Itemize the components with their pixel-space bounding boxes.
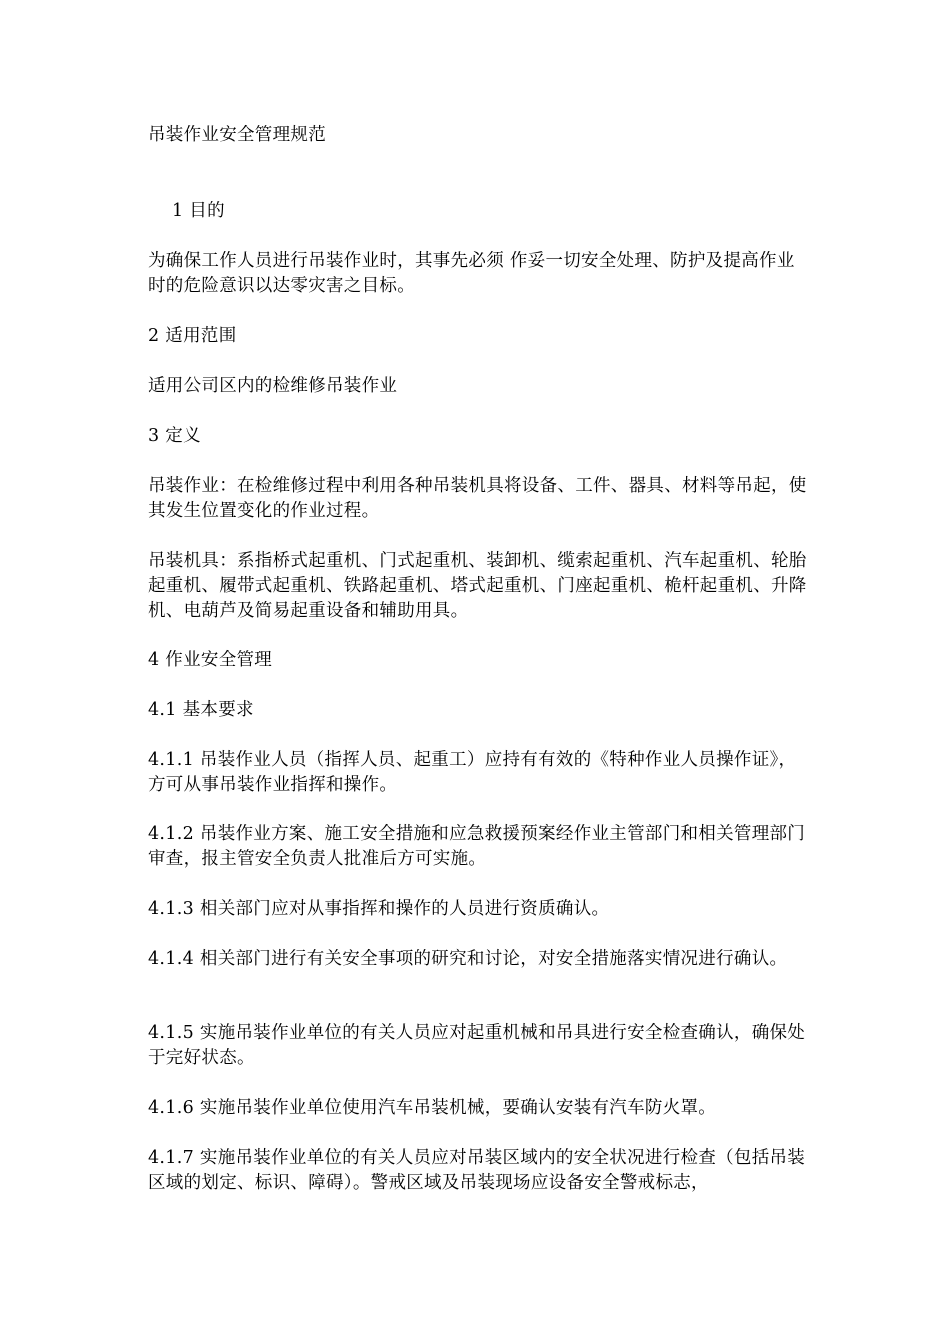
clause-4-1-6: 4.1.6 实施吊装作业单位使用汽车吊装机械，要确认安装有汽车防火罩。 [148, 1098, 717, 1118]
paragraph-purpose: 为确保工作人员进行吊装作业时，其事先必须 作妥一切安全处理、防护及提高作业时的危险意识以达零灾害之目标。 [148, 251, 795, 296]
section-heading-scope: 2 适用范围 [148, 326, 237, 346]
clause-4-1-1: 4.1.1 吊装作业人员（指挥人员、起重工）应持有有效的《特种作业人员操作证》，方可从事吊装作业指挥和操作。 [148, 750, 797, 795]
subsection-heading-basic-requirements: 4.1 基本要求 [148, 700, 254, 720]
paragraph-scope: 适用公司区内的检维修吊装作业 [148, 376, 398, 396]
section-heading-purpose: 1 目的 [172, 201, 225, 221]
section-heading-safety-management: 4 作业安全管理 [148, 650, 273, 670]
paragraph-definition-equipment: 吊装机具：系指桥式起重机、门式起重机、装卸机、缆索起重机、汽车起重机、轮胎起重机、履带式起重机、铁路起重机、塔式起重机、门座起重机、桅杆起重机、升降机、电葫芦及简易起重设备和辅助用具。 [148, 551, 807, 621]
document-title: 吊装作业安全管理规范 [148, 125, 326, 145]
paragraph-definition-lifting: 吊装作业：在检维修过程中利用各种吊装机具将设备、工件、器具、材料等吊起，使其发生位置变化的作业过程。 [148, 476, 807, 521]
clause-4-1-5: 4.1.5 实施吊装作业单位的有关人员应对起重机械和吊具进行安全检查确认，确保处于完好状态。 [148, 1023, 806, 1068]
clause-4-1-3: 4.1.3 相关部门应对从事指挥和操作的人员进行资质确认。 [148, 899, 610, 919]
clause-4-1-2: 4.1.2 吊装作业方案、施工安全措施和应急救援预案经作业主管部门和相关管理部门审查，报主管安全负责人批准后方可实施。 [148, 824, 806, 869]
clause-4-1-4: 4.1.4 相关部门进行有关安全事项的研究和讨论，对安全措施落实情况进行确认。 [148, 949, 788, 969]
section-heading-definitions: 3 定义 [148, 426, 201, 446]
clause-4-1-7: 4.1.7 实施吊装作业单位的有关人员应对吊装区域内的安全状况进行检查（包括吊装区域的划定、标识、障碍）。警戒区域及吊装现场应设备安全警戒标志， [148, 1148, 806, 1193]
